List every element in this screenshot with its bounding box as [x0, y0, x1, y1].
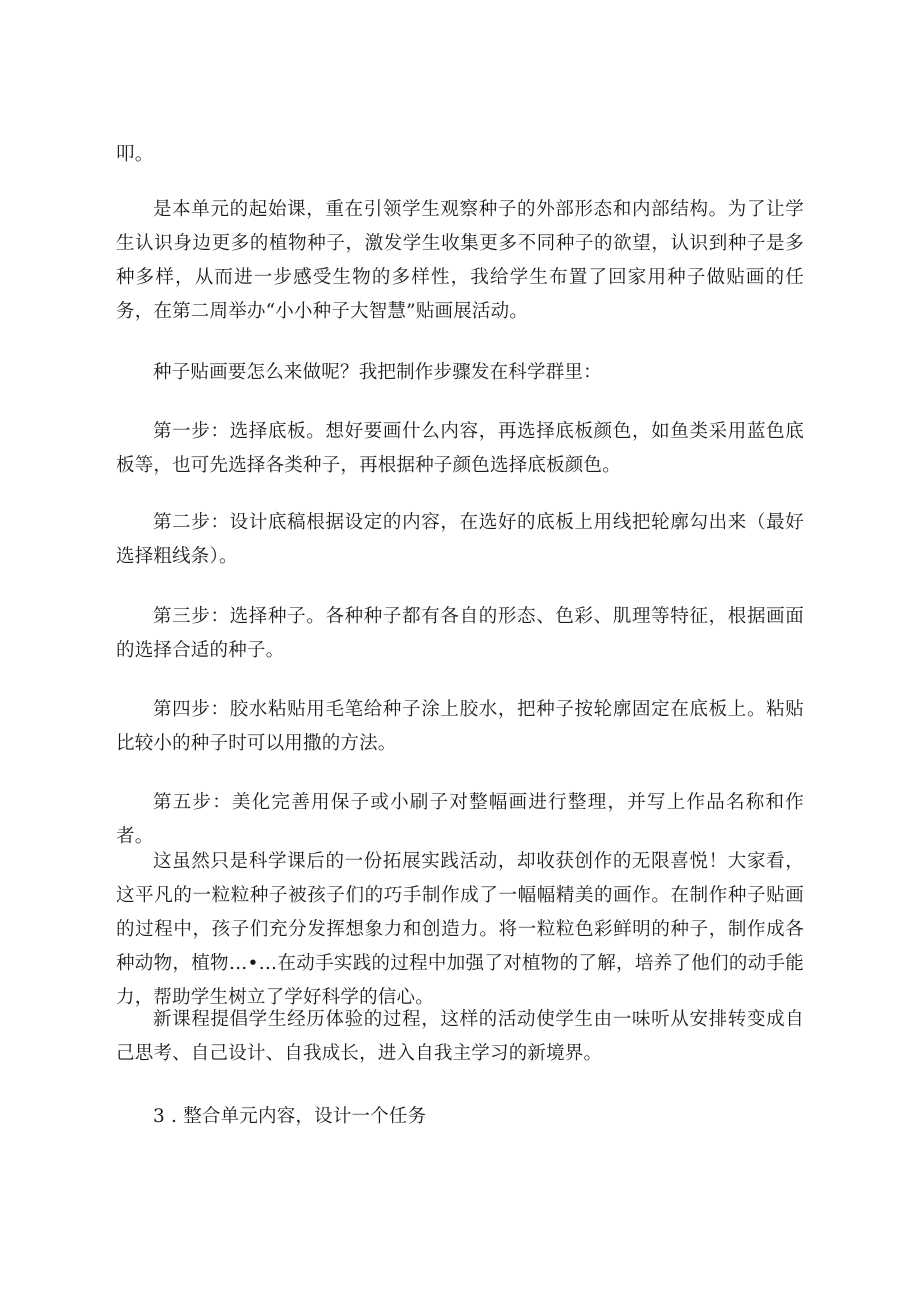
section-heading: 3 . 整合单元内容，设计一个任务	[153, 1106, 427, 1127]
paragraph-step-4: 第四步：胶水粘贴用毛笔给种子涂上胶水，把种子按轮廓固定在底板上。粘贴比较小的种子时可以用撒的方法。	[116, 699, 804, 754]
paragraph-fragment: 叩。	[116, 144, 154, 165]
paragraph-step-3: 第三步：选择种子。各种种子都有各自的形态、色彩、肌理等特征，根据画面的选择合适的种子。	[116, 606, 804, 661]
paragraph-step-5: 第五步：美化完善用保子或小刷子对整幅画进行整理，并写上作品名称和作者。	[116, 792, 804, 847]
paragraph-step-1: 第一步：选择底板。想好要画什么内容，再选择底板颜色，如鱼类采用蓝色底板等，也可先选择各类种子，再根据种子颜色选择底板颜色。	[116, 421, 804, 476]
paragraph-unit-intro: 是本单元的起始课，重在引领学生观察种子的外部形态和内部结构。为了让学生认识身边更多的植物种子，激发学生收集更多不同种子的欲望，认识到种子是多种多样，从而进一步感受生物的多样性，我给学生布置了回家用种子做贴画的任务，在第二周举办“小小种子大智慧”贴画展活动。	[116, 199, 804, 322]
paragraph-how-to: 种子贴画要怎么来做呢？我把制作步骤发在科学群里：	[153, 362, 602, 383]
paragraph-step-2: 第二步：设计底稿根据设定的内容，在选好的底板上用线把轮廓勾出来（最好选择粗线条）。	[116, 512, 804, 567]
paragraph-reflection: 这虽然只是科学课后的一份拓展实践活动，却收获创作的无限喜悦！大家看，这平凡的一粒粒种子被孩子们的巧手制作成了一幅幅精美的画作。在制作种子贴画的过程中，孩子们充分发挥想象力和创造力。将一粒粒色彩鲜明的种子，制作成各种动物，植物…•…在动手实践的过程中加强了对植物的了解，培养了他们的动手能力，帮助学生树立了学好科学的信心。	[116, 851, 804, 1008]
paragraph-new-curriculum: 新课程提倡学生经历体验的过程，这样的活动使学生由一味听从安排转变成自己思考、自己设计、自我成长，进入自我主学习的新境界。	[116, 1009, 804, 1064]
